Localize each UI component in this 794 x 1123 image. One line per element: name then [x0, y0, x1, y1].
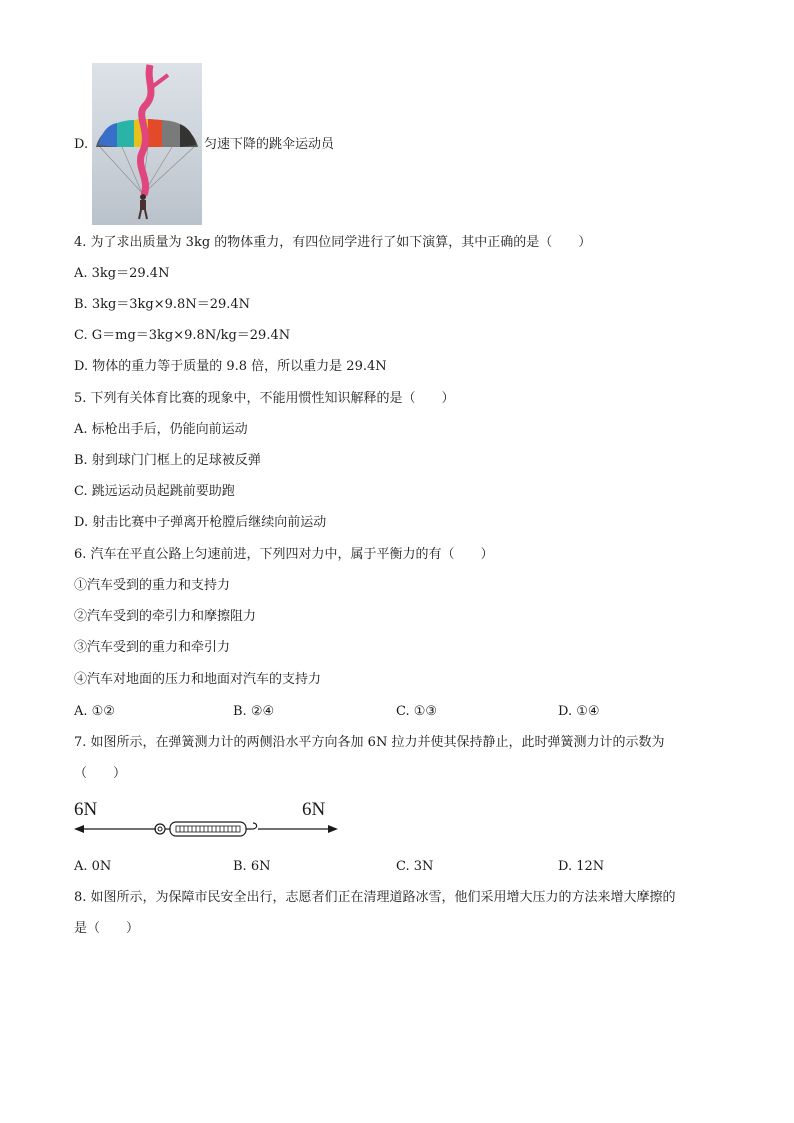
parachute-illustration	[92, 63, 202, 225]
q5-option-d: D. 射击比赛中子弹离开枪膛后继续向前运动	[74, 515, 327, 530]
spring-balance-body	[170, 822, 246, 836]
q5-stem: 5. 下列有关体育比赛的现象中，不能用惯性知识解释的是（ ）	[74, 391, 455, 406]
q6-statement-4: ④汽车对地面的压力和地面对汽车的支持力	[74, 672, 322, 687]
q6-option-c: C. ①③	[396, 704, 438, 719]
q6-statement-1: ①汽车受到的重力和支持力	[74, 578, 231, 593]
q6-option-a: A. ①②	[74, 704, 115, 719]
q7-stem: 7. 如图所示，在弹簧测力计的两侧沿水平方向各加 6N 拉力并使其保持静止，此时弹簧测力计的示数为	[74, 735, 665, 750]
ring-icon	[155, 824, 165, 834]
q6-option-d: D. ①④	[558, 704, 600, 719]
q3-option-d-label: D.	[74, 137, 89, 152]
spring-balance-diagram	[72, 795, 352, 845]
left-force-arrow	[74, 825, 156, 833]
q4-option-a: A. 3kg＝29.4N	[74, 266, 170, 281]
q5-option-a: A. 标枪出手后，仍能向前运动	[74, 422, 248, 437]
q6-statement-3: ③汽车受到的重力和牵引力	[74, 640, 231, 655]
right-force-label: 6N	[302, 799, 326, 820]
q7-option-a: A. 0N	[74, 859, 112, 874]
right-force-arrow	[258, 825, 338, 833]
q8-stem-line-2: 是（ ）	[74, 921, 140, 936]
q3-option-d-text: 匀速下降的跳伞运动员	[204, 137, 335, 152]
q5-option-c: C. 跳远运动员起跳前要助跑	[74, 484, 235, 499]
q4-option-d: D. 物体的重力等于质量的 9.8 倍，所以重力是 29.4N	[74, 359, 387, 374]
q6-statement-2: ②汽车受到的牵引力和摩擦阻力	[74, 609, 257, 624]
parachutist-photo	[92, 63, 202, 225]
q5-option-b: B. 射到球门门框上的足球被反弹	[74, 453, 261, 468]
q4-option-c: C. G＝mg＝3kg×9.8N/kg＝29.4N	[74, 328, 291, 343]
q4-option-b: B. 3kg＝3kg×9.8N＝29.4N	[74, 297, 251, 312]
q8-stem-line-1: 8. 如图所示，为保障市民安全出行，志愿者们正在清理道路冰雪，他们采用增大压力的方法来增大摩擦的	[74, 890, 676, 905]
q6-stem: 6. 汽车在平直公路上匀速前进，下列四对力中，属于平衡力的有（ ）	[74, 547, 494, 562]
q7-option-b: B. 6N	[233, 859, 271, 874]
q4-stem: 4. 为了求出质量为 3kg 的物体重力，有四位同学进行了如下演算，其中正确的是（ ）	[74, 235, 592, 250]
hook-icon	[246, 823, 257, 829]
q7-option-d: D. 12N	[558, 859, 605, 874]
left-force-label: 6N	[74, 799, 98, 820]
q6-option-b: B. ②④	[233, 704, 275, 719]
q7-option-c: C. 3N	[396, 859, 434, 874]
q7-answer-paren: （ ）	[74, 766, 127, 781]
